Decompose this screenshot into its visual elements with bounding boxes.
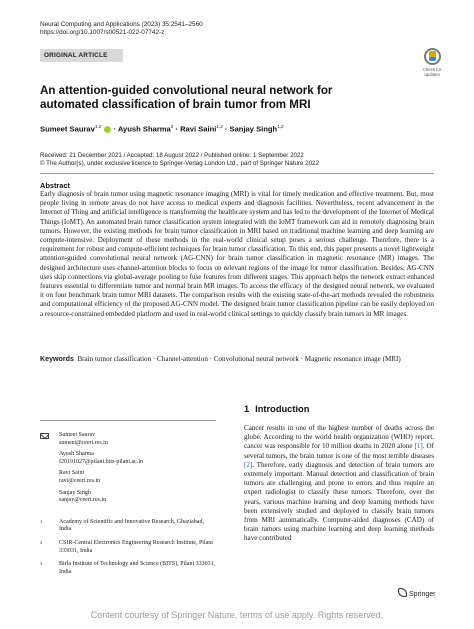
abstract-heading: Abstract [40,181,70,190]
affiliation-text: Birla Institute of Technology and Science (BITS), Pilani 333031, India [59,561,216,575]
affiliation [40,519,216,534]
divider [40,420,216,421]
contact-name: Ravi Saini [59,470,85,477]
contact-name: Sanjay Singh [59,489,91,496]
contact-email[interactable]: sanjay@ceeri.res.in [59,497,107,504]
abstract-text: Early diagnosis of brain tumor using magnetic resonance imaging (MRI) is vital for timely medication and effective treatment. But, most people living in remote areas do not have access to medical experts and diagnosis facilities. Nevertheless, recent advancement in the Internet of Thing and artificial intelligence is transforming the healthcare system and has led to the development of the Internet of Medical Things (IoMT). An automated brain tumor classification system integrated with the IoMT framework can aid in remotely diagnosing brain tumors. However, the existing methods for brain tumor classification in MRI based on traditional machine learning and deep learning are compute-intensive. Deployment of these methods in the real-world clinical setup poses a serious challenge. Therefore, there is a requirement for robust and compute-efficient techniques for brain tumor classification. To this end, this paper presents a novel lightweight attention-guided convolutional neural network (AG-CNN) for brain tumor classification in magnetic resonance (MR) images. The designed architecture uses channel-attention blocks to focus on relevant regions of the image for tumor classification. Besides, AG-CNN uses skip connections via global-average pooling to fuse features from different stages. This approach helps the network extract enhanced features essential to differentiate tumor and normal brain MR images. To access the efficacy of the designed neural network, we evaluated it on four benchmark brain tumor MRI datasets. The comparison results with the existing state-of-the-art methods revealed the robustness and computational efficiency of the proposed AG-CNN model. The designed brain tumor classification pipeline can be easily deployed on a resource-constrained embedded platform and used in real-world clinical settings to quickly classify brain tumors in MR images. [40,190,434,318]
author-name[interactable]: Ravi Saini [180,124,217,134]
section-heading [244,404,315,414]
section-number: 1 [244,404,250,414]
author-affil: 3 [170,124,174,129]
publisher-name: Springer [409,591,436,598]
article-title: An attention-guided convolutional neural network for automated classification of brain tumor from MRI [40,84,333,111]
author-affil: 1,2 [277,124,284,129]
article-type-badge: ORIGINAL ARTICLE [40,49,123,62]
affiliation-number: 1 [40,518,43,524]
author-name[interactable]: Sumeet Saurav [40,124,95,134]
citation-link[interactable]: [1] [414,442,423,451]
contact-email[interactable]: f20191027@pilani.bits-pilani.ac.in [59,458,144,465]
contact-email[interactable]: sumeet@ceeri.res.in [59,439,108,446]
citation-link[interactable]: [2] [244,460,253,469]
keywords [40,355,434,364]
introduction-text [244,424,434,544]
author-affil: 1,2 [94,124,102,129]
keywords-text: Brain tumor classification · Channel-attention · Convolutional neural network · Magnetic resonance image (MRI) [77,355,401,363]
publication-dates [40,152,319,169]
contact-entry [40,432,216,447]
divider [40,173,434,174]
copyright-line: © The Author(s), under exclusive licence to Springer-Verlag London Ltd., part of Springer Nature 2022 [40,160,319,168]
intro-part: Cancer results in one of the highest number of deaths across the globe. According to the world health organization (WHO) report, cancer was responsible for 10 million deaths in 2020 alone [244,424,434,451]
author-name[interactable]: Sanjay Singh [229,124,278,134]
contact-name: Sumeet Saurav [59,432,96,438]
author-list: Sumeet Saurav$^{1,2}$ · Ayush Sharma$^3$ · Ravi Saini$^{1,2}$ · Sanjay Singh$^{1,2}$ [40,124,284,134]
publisher-logo [398,588,435,598]
affiliation-text: CSIR-Central Electronics Engineering Research Institute, Pilani 333031, India [59,539,213,554]
author-affil: 1,2 [216,124,223,129]
contact-entry [40,470,216,485]
contact-entry [40,451,216,466]
author-name[interactable]: Ayush Sharma [117,124,171,134]
section-title: Introduction [255,404,310,414]
springer-horse-icon [398,588,407,597]
orcid-icon[interactable] [104,126,111,133]
contact-name: Ayush Sharma [59,451,94,458]
doi-link[interactable]: https://doi.org/10.1007/s00521-022-07742-z [40,29,165,37]
affiliation-number: 2 [40,539,43,545]
affiliation-text: Academy of Scientific and Innovative Research, Ghaziabad, India [59,518,204,533]
correspondence-block [40,432,216,576]
crossmark-label: Check for updates [422,67,442,77]
dates-line: Received: 21 December 2021 / Accepted: 18 August 2022 / Published online: 1 September 2022 [40,152,304,159]
journal-line: Neural Computing and Applications (2023) 35:2541–2560 [40,21,203,28]
contact-entry [40,490,216,505]
journal-citation [40,21,203,38]
intro-part: . Of several tumors, the brain tumor is one of the most terrible diseases [244,442,434,460]
crossmark-icon [424,48,441,65]
envelope-icon [40,433,49,439]
affiliation [40,540,216,555]
courtesy-notice: Content courtesy of Springer Nature, terms of use apply. Rights reserved. [90,610,384,620]
affiliation [40,561,216,576]
contact-email[interactable]: ravi@ceeri.res.in [59,477,101,484]
affiliation-number: 3 [40,561,43,567]
check-for-updates-button[interactable] [417,48,447,77]
keywords-label: Keywords [40,355,74,363]
intro-part: . Therefore, early diagnosis and detection of brain tumors are extremely important. Manual detection and classification of brain tumors are challenging and prone to errors and thus require an expert radiologist to classify these tumors. Therefore, over the years, various machine learning and deep learning methods have been extensively studied and deployed to classify brain tumors from MRI automatically. Computer-aided diagnoses (CAD) of brain tumors using machine learning and deep learning methods have contributed [244,460,434,543]
